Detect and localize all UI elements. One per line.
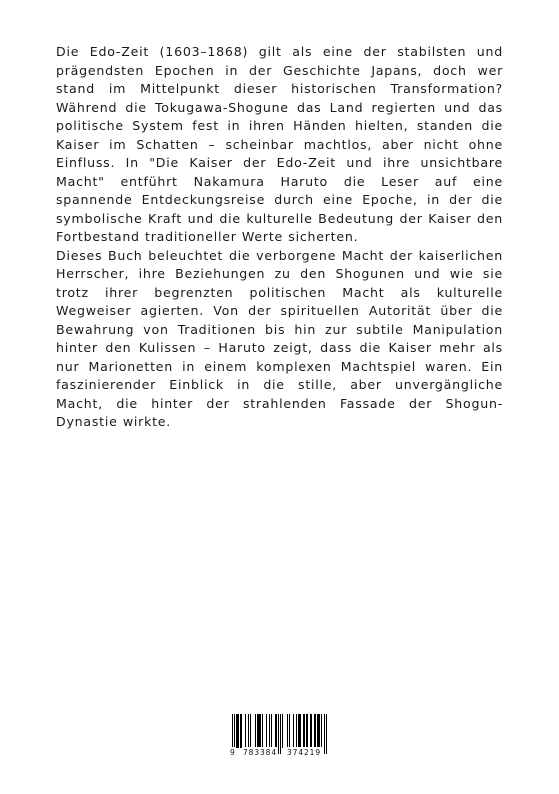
barcode-bar <box>260 714 261 748</box>
barcode-bar <box>300 714 301 748</box>
barcode-bar <box>315 714 316 748</box>
barcode-bar <box>258 714 259 748</box>
barcode-bar <box>255 714 256 748</box>
barcode-lead-digit: 9 <box>230 748 235 757</box>
barcode-bar <box>289 714 290 748</box>
barcode-bar <box>321 714 322 748</box>
barcode-bar <box>237 714 238 748</box>
barcode-bar <box>248 714 249 748</box>
barcode-bar <box>303 714 304 748</box>
barcode-bar <box>307 714 308 748</box>
barcode-bar <box>293 714 294 748</box>
barcode-right-digits: 374219 <box>287 748 322 757</box>
barcode-bar <box>282 714 283 748</box>
barcode-left-digits: 783384 <box>243 748 278 757</box>
barcode-bar <box>262 714 263 748</box>
blurb-paragraph-1: Die Edo-Zeit (1603–1868) gilt als eine der stabilsten und prägendsten Epochen in der Geschichte Japans, doch wer stand im Mittelpunkt dieser historischen Transformation? Während die Tokugawa-Shogune das Land regierten und das politische System fest in ihren Händen hielten, standen die Kaiser im Schatten – scheinbar machtlos, aber nicht ohne Einfluss. In "Die Kaiser der Edo-Zeit und ihre unsichtbare Macht" entführt Nakamura Haruto die Leser auf eine spannende Entdeckungsreise durch eine Epoche, in der die symbolische Kraft und die kulturelle Bedeutung der Kaiser den Fortbestand traditioneller Werte sicherten. <box>56 44 503 244</box>
barcode-bar <box>276 714 277 748</box>
barcode-bar <box>287 714 288 748</box>
barcode-bar <box>236 714 237 748</box>
barcode-bar <box>241 714 242 748</box>
barcode-digits <box>231 747 328 759</box>
barcode-bar <box>310 714 311 748</box>
barcode-bar <box>266 714 267 748</box>
barcode-bar <box>317 714 318 748</box>
barcode-bar <box>318 714 319 748</box>
barcode-bar <box>319 714 320 748</box>
barcode-bar <box>306 714 307 748</box>
barcode-bar <box>275 714 276 748</box>
barcode-bar <box>259 714 260 748</box>
isbn-barcode <box>231 714 328 763</box>
barcode-bar <box>250 714 251 748</box>
barcode-bar <box>240 714 241 748</box>
barcode-bar <box>299 714 300 748</box>
barcode-bar <box>298 714 299 748</box>
barcode-bar <box>245 714 246 748</box>
book-blurb <box>56 43 503 432</box>
barcode-bar <box>269 714 270 748</box>
barcode-bar <box>314 714 315 748</box>
barcode-bar <box>271 714 272 748</box>
barcode-bar <box>296 714 297 748</box>
barcode-bar <box>238 714 239 748</box>
barcode-bar <box>311 714 312 748</box>
barcode-bar <box>257 714 258 748</box>
blurb-paragraph-2: Dieses Buch beleuchtet die verborgene Macht der kaiserlichen Herrscher, ihre Beziehungen zu den Shogunen und wie sie trotz ihrer begrenzten politischen Macht als kulturelle Wegweiser agierten. Von der spirituellen Autorität über die Bewahrung von Traditionen bis hin zur subtile Manipulation hinter den Kulissen – Haruto zeigt, dass die Kaiser mehr als nur Marionetten in einem komplexen Machtspiel waren. Ein faszinierender Einblick in die stille, aber unvergängliche Macht, die hinter der strahlenden Fassade der Shogun-Dynastie wirkte. <box>56 247 503 429</box>
barcode-bar <box>304 714 305 748</box>
